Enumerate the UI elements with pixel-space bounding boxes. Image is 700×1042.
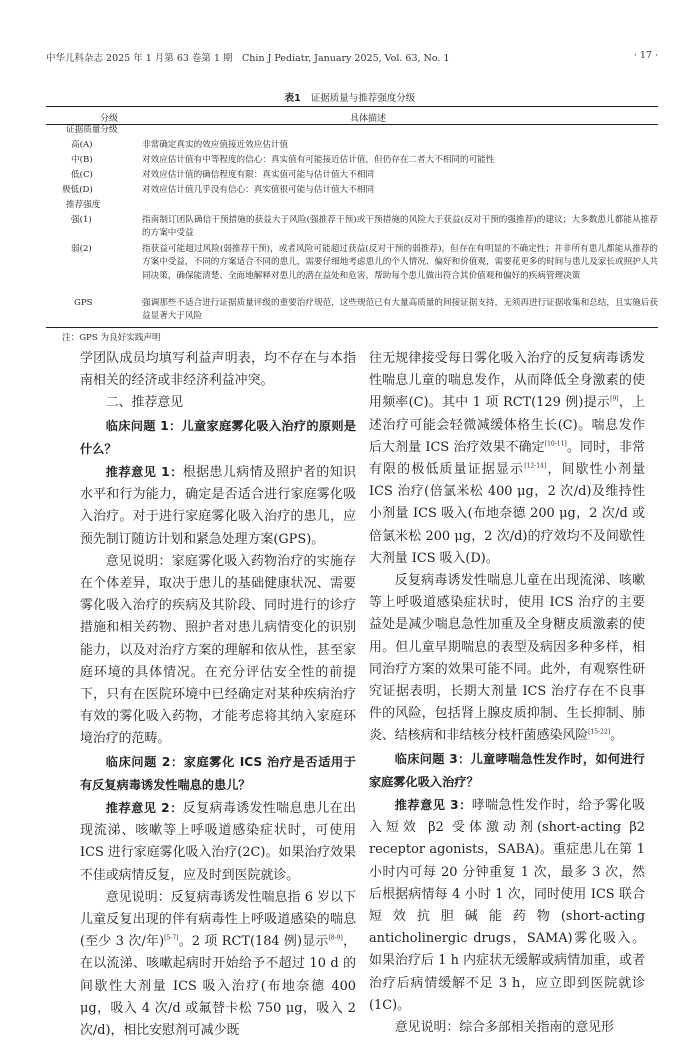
- description-cell: 指获益可能超过风险(弱推荐干预)，或者风险可能超过获益(反对干预的弱推荐)，但存在有明显的不确定性；并非所有患儿都能从推荐的方案中受益，不同的方案适合不同的患儿，需要仔细地考虑患儿的个人情况、偏好和价值观，需要花更多的时间与患儿及家长或照护人共同决策，确保能清楚、全面地解释对患儿的潜在益处和危害，帮助每个患儿做出符合其价值观和偏好的疾病管理决策: [142, 244, 658, 281]
- clinical-question-1: 临床问题 1：儿童家庭雾化吸入治疗的原则是什么？: [80, 418, 356, 456]
- description-cell: 对效应估计值几乎没有信心：真实值很可能与估计值大不相同: [142, 185, 375, 195]
- paragraph: 往无规律接受每日雾化吸入治疗的反复病毒诱发性喘息儿童的喘息发作，从而降低全身激素的使用频率(C)。其中 1 项 RCT(129 例)提示[9]，上述治疗可能会轻微减缓体格生长(C)。喘息发作后大剂量 ICS 治疗效果不确定[10-11]。同时，非常有限的极低质量证据显示[12-14]，间歇性小剂量 ICS 治疗(倍氯米松 400 μg，2 次/d)及维持性小剂量 ICS 吸入(布地奈德 200 μg，2 次/d 或倍氯米松 200 μg，2 次/d)的疗效均不及间歇性大剂量 ICS 吸入(D)。: [369, 351, 646, 566]
- table-label: 表1: [284, 93, 301, 104]
- explanation-1: 意见说明：家庭雾化吸入药物治疗的实施存在个体差异，取决于患儿的基础健康状况、需要雾化吸入治疗的疾病及其阶段、同时进行的诊疗措施和相关药物、照护者对患儿病情变化的识别能力，以及对治疗方案的理解和依从性，甚至家庭环境的具体情况。在充分评估安全性的前提下，只有在医院环境中已经确定对某种疾病治疗有效的雾化吸入药物，才能考虑将其纳入家庭环境治疗的范畴。: [80, 553, 356, 747]
- description-cell: 对效应估计值有中等程度的信心：真实值有可能接近估计值，但仍存在二者大不相同的可能性: [142, 155, 495, 165]
- citation: [15-22]: [588, 729, 611, 737]
- grade-cell: 弱(2): [71, 244, 92, 254]
- description-cell: 指南制订团队确信干预措施的获益大于风险(强推荐干预)或干预措施的风险大于获益(反对干预的强推荐)的建议；大多数患儿都能从推荐的方案中受益: [142, 215, 658, 239]
- citation: [10-11]: [544, 440, 567, 448]
- citation: [8-9]: [328, 934, 343, 942]
- clinical-question-3: 临床问题 3：儿童哮喘急性发作时，如何进行家庭雾化吸入治疗？: [369, 751, 645, 789]
- grade-cell: 强(1): [71, 215, 92, 225]
- citation: [5-7]: [164, 934, 179, 942]
- citation: [9]: [610, 396, 619, 404]
- grade-cell: 极低(D): [62, 185, 93, 195]
- table-header-description: 具体描述: [350, 114, 387, 124]
- citation: [12-14]: [524, 462, 547, 470]
- grade-cell: 高(A): [71, 140, 93, 150]
- page-number: · 17 ·: [633, 50, 658, 61]
- grade-cell: 低(C): [71, 170, 93, 180]
- description-cell: 非常确定真实的效应值接近效应估计值: [142, 140, 289, 150]
- paragraph: 学团队成员均填写利益声明表，均不存在与本指南相关的经济或非经济利益冲突。: [80, 351, 356, 389]
- clinical-question-2: 临床问题 2：家庭雾化 ICS 治疗是否适用于有反复病毒诱发性喘息的患儿？: [80, 754, 356, 792]
- explanation-3: 意见说明：综合多部相关指南的意见形: [394, 1020, 614, 1036]
- body-column-right: [369, 348, 645, 1039]
- recommendation-1: 推荐意见 1：根据患儿病情及照护者的知识水平和行为能力，确定是否适合进行家庭雾化吸入治疗。对于进行家庭雾化吸入治疗的患儿，应预先制订随访计划和紧急处理方案(GPS)。: [80, 465, 356, 547]
- description-cell: 强调那些不适合进行证据质量评级的重要治疗规范，这些规范已有大量高质量的间接证据支持，无须再进行证据收集和总结，且实施后获益显著大于风险: [142, 298, 658, 322]
- table-header-rule: [46, 124, 658, 125]
- grade-cell: 中(B): [71, 155, 93, 165]
- explanation-2: 意见说明：反复病毒诱发性喘息指 6 岁以下儿童反复出现的伴有病毒性上呼吸道感染的喘息(至少 3 次/年)[5-7]。2 项 RCT(184 例)显示[8-9]，在以流涕、咳嗽起病时开始给予不超过 10 d 的间歇性大剂量 ICS 吸入治疗(布地奈德 400 μg，吸入 4 次/d 或氟替卡松 750 μg，吸入 2 次/d)，相比安慰剂可减少既: [80, 889, 356, 1039]
- table-title: [0, 90, 700, 104]
- table-bottom-rule: [46, 327, 658, 328]
- grade-cell: GPS: [74, 298, 93, 308]
- description-cell: 对效应估计值的确信程度有限：真实值可能与估计值大不相同: [142, 170, 375, 180]
- table-header-grade: 分级: [100, 114, 119, 124]
- recommendation-3: 推荐意见 3：哮喘急性发作时，给予雾化吸入短效 β2 受体激动剂(short-acting β2 receptor agonists，SABA)。重症患儿在第 1 小时内可每 20 分钟重复 1 次，最多 3 次，然后根据病情每 4 小时 1 次，同时使用 ICS 联合短效抗胆碱能药物(short-acting anticholinergic drugs，SAMA)雾化吸入。如果治疗后 1 h 内症状无缓解或病情加重，或者治疗后病情缓解不足 3 h，应立即到医院就诊(1C)。: [369, 798, 645, 1013]
- journal-citation: 中华儿科杂志 2025 年 1 月第 63 卷第 1 期 Chin J Pediatr, January 2025, Vol. 63, No. 1: [46, 53, 450, 64]
- section-heading: 二、推荐意见: [105, 395, 184, 411]
- paragraph: 反复病毒诱发性喘息儿童在出现流涕、咳嗽等上呼吸道感染症状时，使用 ICS 治疗的主要益处是减少喘息急性加重及全身糖皮质激素的使用。但儿童早期喘息的表型及病因多种多样，相同治疗方案的效果可能不同。此外，有观察性研究证据表明，长期大剂量 ICS 治疗存在不良事件的风险，包括肾上腺皮质抑制、生长抑制、肺炎、结核病和非结核分枝杆菌感染风险[15-22]。: [369, 573, 645, 744]
- body-column-left: [80, 348, 356, 1042]
- table-top-rule: [46, 106, 658, 107]
- table-footnote: 注：GPS 为良好实践声明: [62, 333, 161, 343]
- table-caption: 证据质量与推荐强度分级: [310, 93, 416, 104]
- recommendation-2: 推荐意见 2：反复病毒诱发性喘息患儿在出现流涕、咳嗽等上呼吸道感染症状时，可使用 ICS 进行家庭雾化吸入治疗(2C)。如果治疗效果不佳或病情反复，应及时到医院就诊。: [80, 801, 356, 883]
